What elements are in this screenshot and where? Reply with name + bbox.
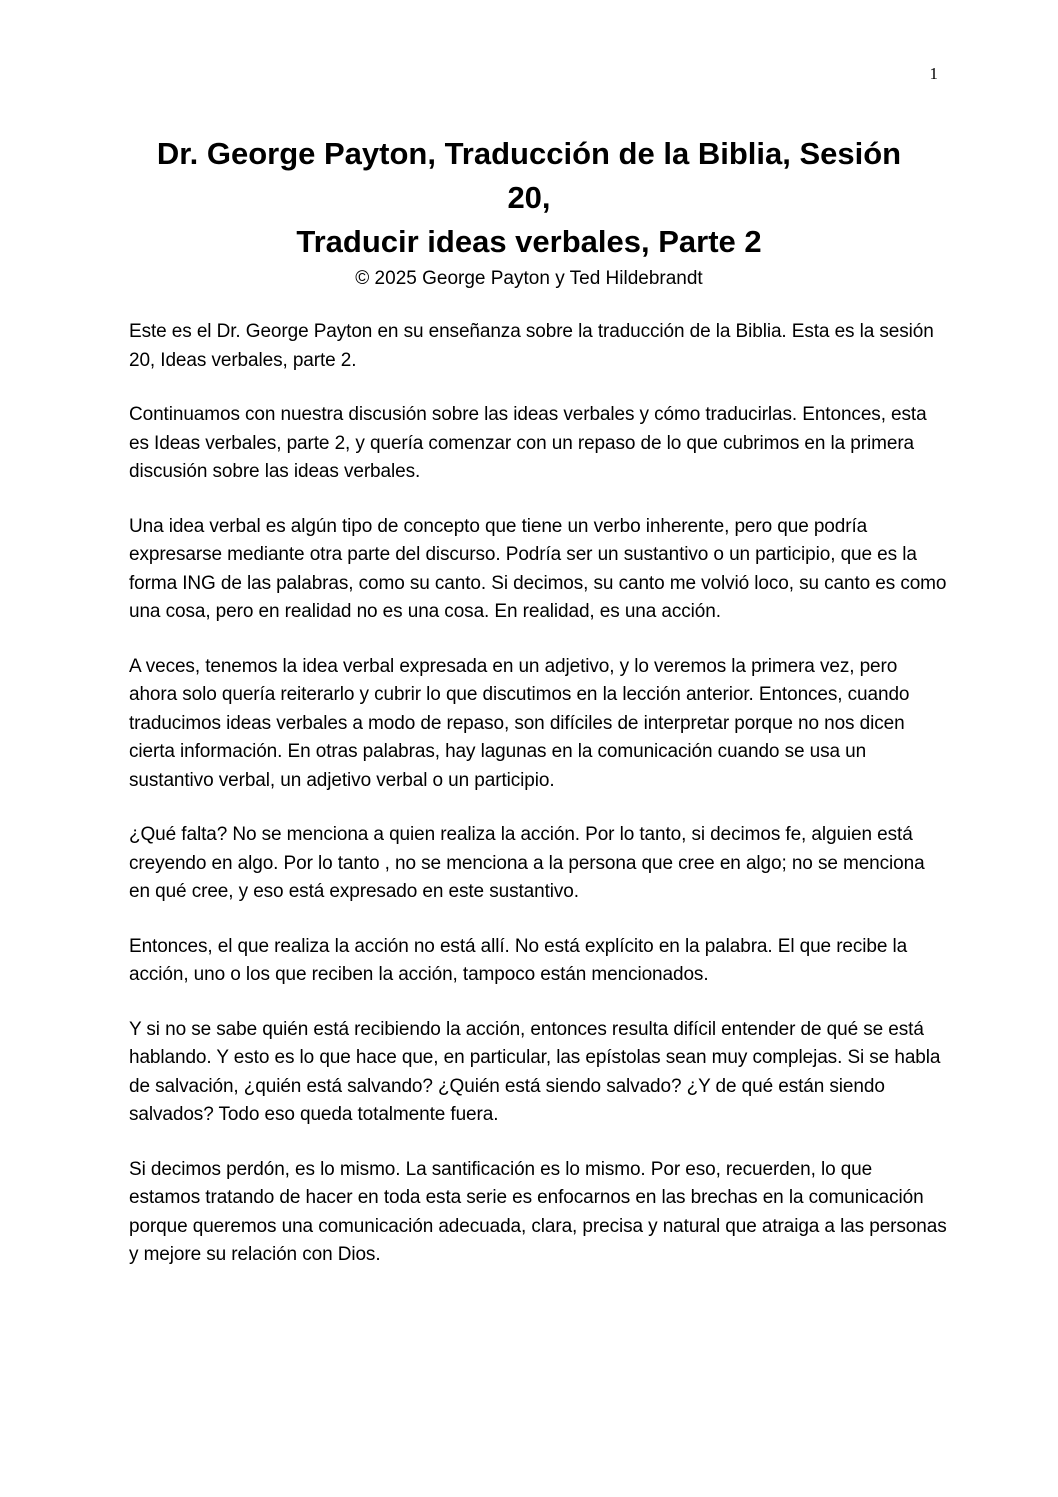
paragraph-5: ¿Qué falta? No se menciona a quien realiza la acción. Por lo tanto, si decimos fe, alguien está creyendo en algo. Por lo tanto , no se menciona a la persona que cree en algo; no se menciona en qué cree, y eso está expresado en este sustantivo. [129, 824, 925, 902]
paragraph-4: A veces, tenemos la idea verbal expresada en un adjetivo, y lo veremos la primera vez, pero ahora solo quería reiterarlo y cubrir lo que discutimos en la lección anterior. Entonces, cuando traducimos ideas verbales a modo de repaso, son difíciles de interpretar porque no nos dicen cierta información. En otras palabras, hay lagunas en la comunicación cuando se usa un sustantivo verbal, un adjetivo verbal o un participio. [129, 655, 910, 791]
paragraph-7: Y si no se sabe quién está recibiendo la acción, entonces resulta difícil entender de qué se está hablando. Y esto es lo que hace que, en particular, las epístolas sean muy complejas. Si se habla de salvación, ¿quién está salvando? ¿Quién está siendo salvado? ¿Y de qué están siendo salvados? Todo eso queda totalmente fuera. [129, 1018, 941, 1125]
paragraph-3: Una idea verbal es algún tipo de concepto que tiene un verbo inherente, pero que podría expresarse mediante otra parte del discurso. Podría ser un sustantivo o un participio, que es la forma ING de las palabras, como su canto. Si decimos, su canto me volvió loco, su canto es como una cosa, pero en realidad no es una cosa. En realidad, es una acción. [129, 515, 947, 622]
document-header [100, 132, 958, 292]
document-body [129, 318, 947, 1296]
paragraph-6: Entonces, el que realiza la acción no está allí. No está explícito en la palabra. El que recibe la acción, uno o los que reciben la acción, tampoco están mencionados. [129, 935, 908, 985]
page-number: 1 [929, 64, 938, 83]
paragraph-8: Si decimos perdón, es lo mismo. La santificación es lo mismo. Por eso, recuerden, lo que estamos tratando de hacer en toda esta serie es enfocarnos en las brechas en la comunicación porque queremos una comunicación adecuada, clara, precisa y natural que atraiga a las personas y mejore su relación con Dios. [129, 1158, 947, 1265]
copyright-line: © 2025 George Payton y Ted Hildebrandt [355, 268, 703, 289]
title-line-1: Dr. George Payton, Traducción de la Biblia, Sesión [156, 136, 902, 171]
paragraph-1: Este es el Dr. George Payton en su enseñanza sobre la traducción de la Biblia. Esta es la sesión 20, Ideas verbales, parte 2. [129, 321, 934, 371]
title-line-2: 20, [507, 180, 551, 215]
paragraph-2: Continuamos con nuestra discusión sobre las ideas verbales y cómo traducirlas. Entonces, esta es Ideas verbales, parte 2, y quería comenzar con un repaso de lo que cubrimos en la primera discusión sobre las ideas verbales. [129, 404, 927, 482]
title-line-3: Traducir ideas verbales, Parte 2 [296, 224, 762, 259]
